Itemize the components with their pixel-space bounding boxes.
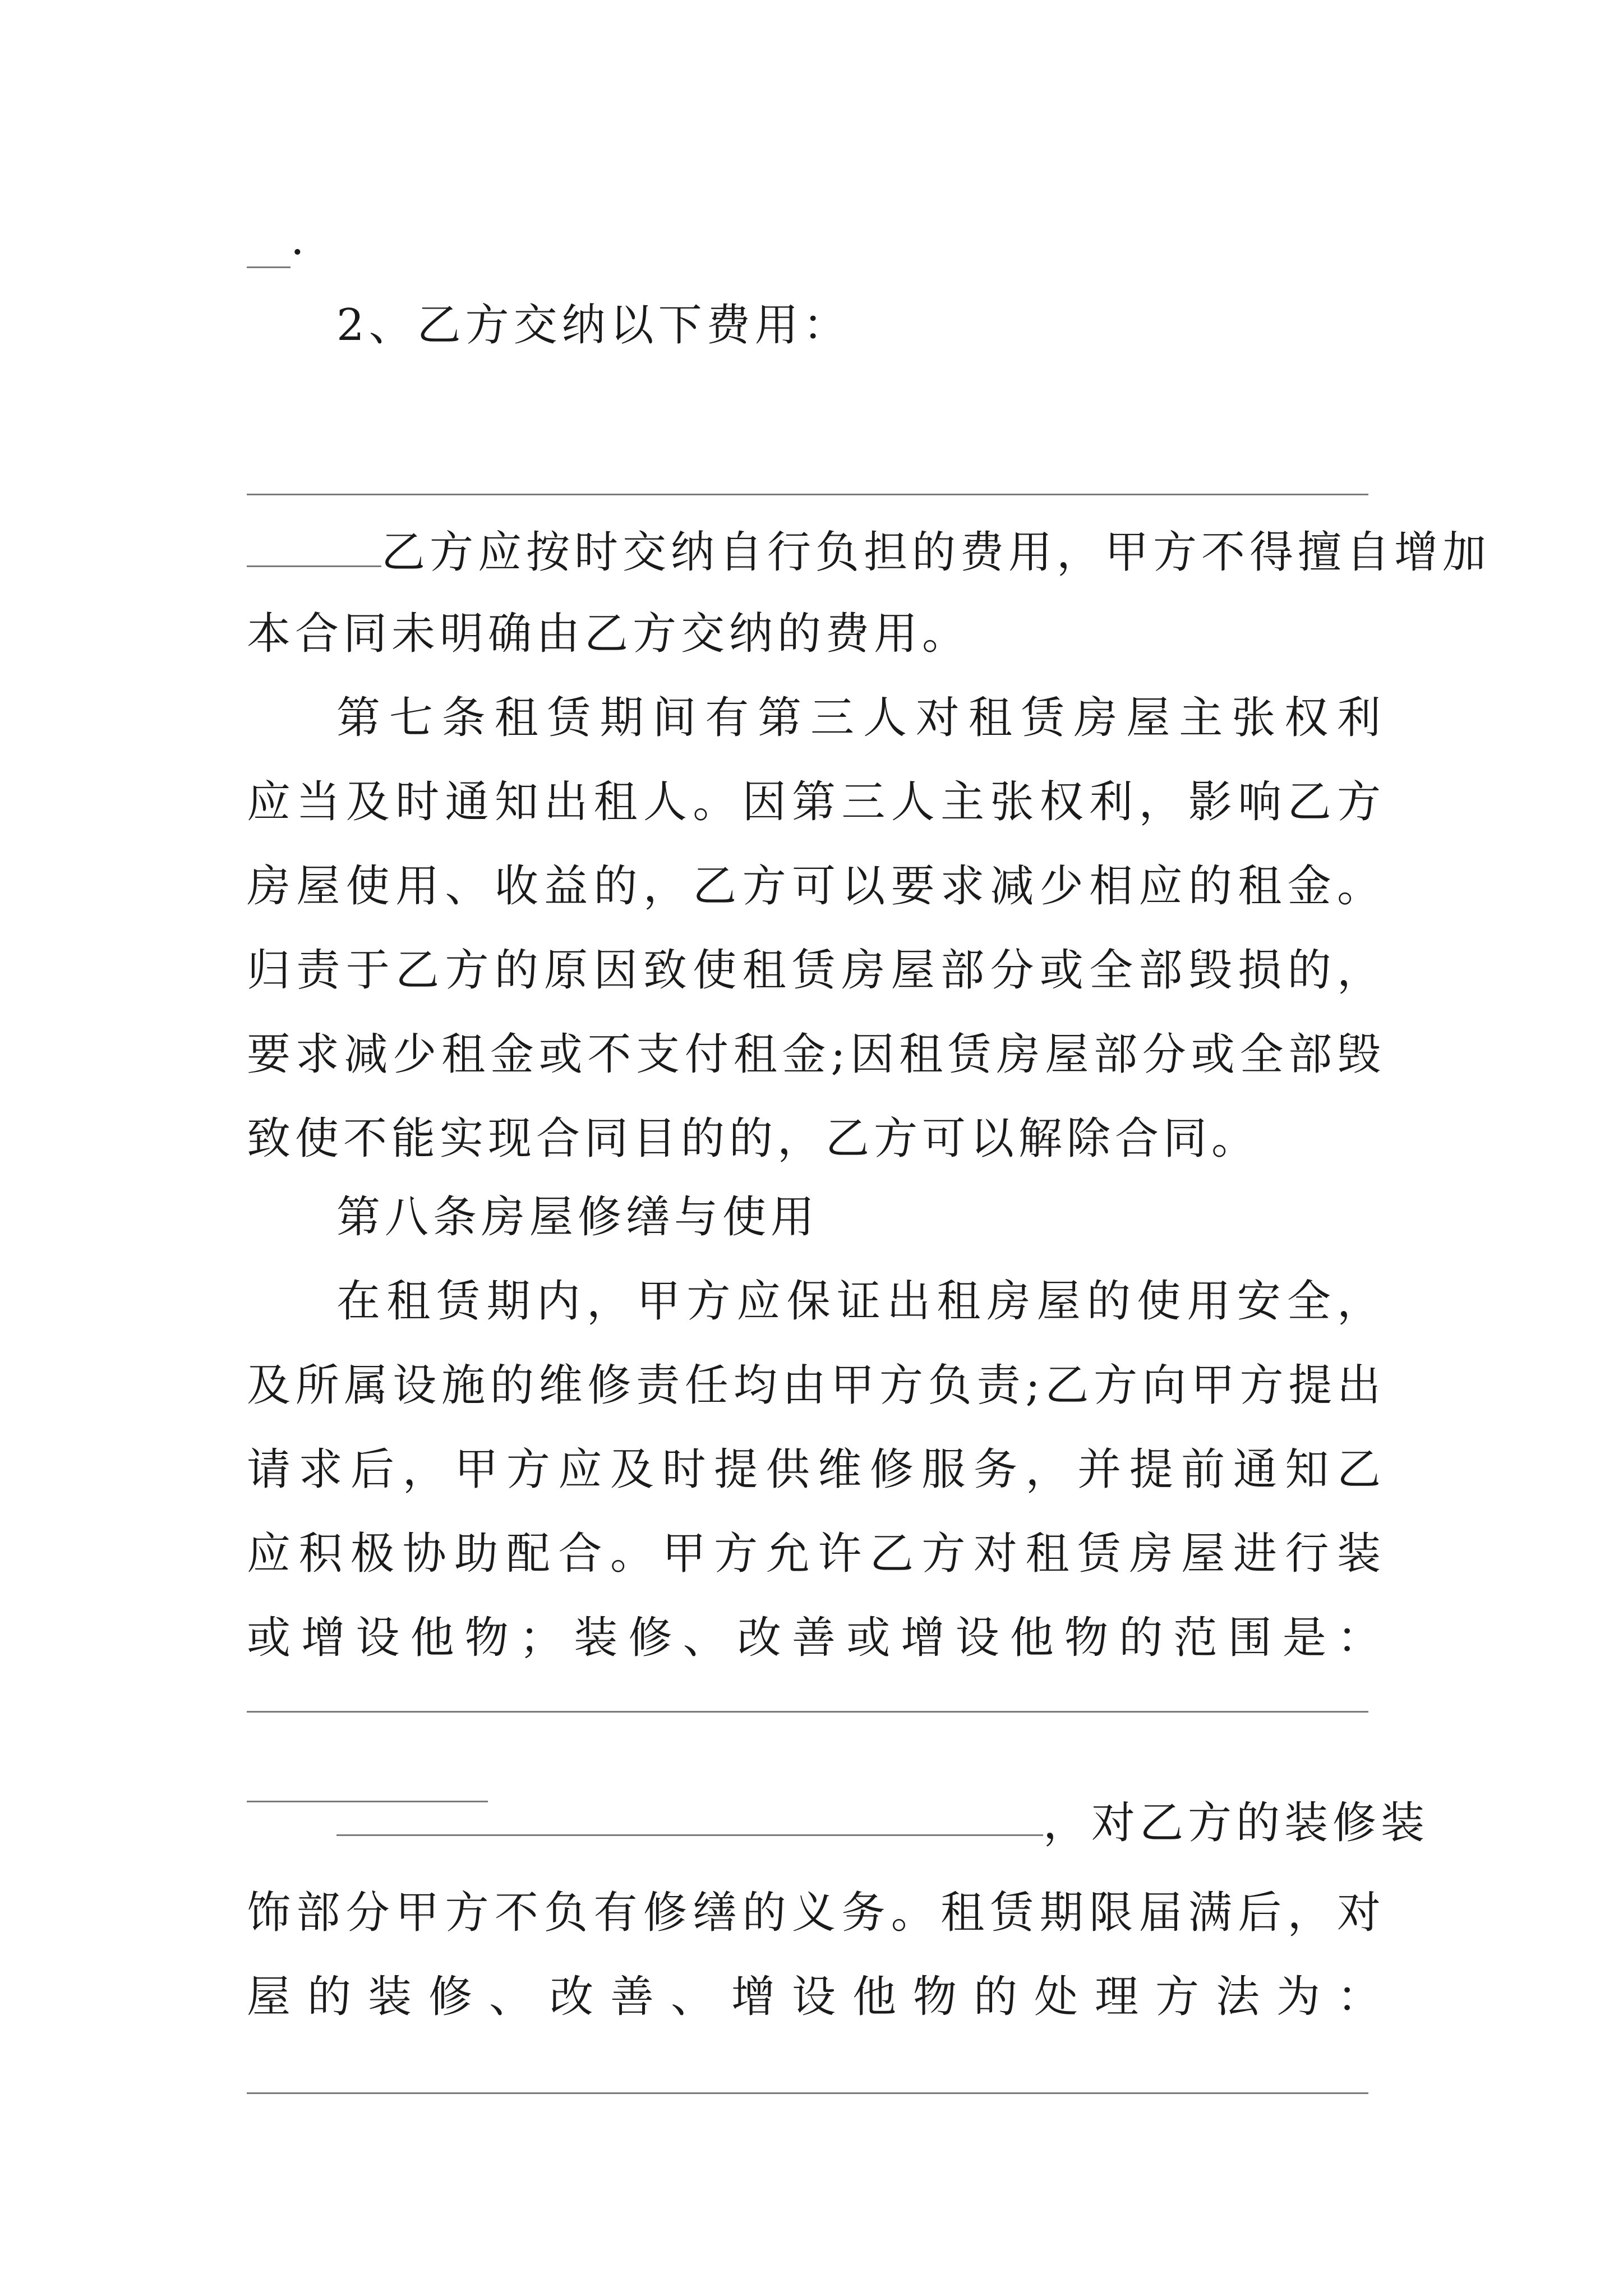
article-8-heading: 第八条房屋修缮与使用: [336, 1192, 819, 1243]
blank-underline: [336, 1834, 1043, 1836]
article-8-line-1: 在租赁期内，甲方应保证出租房屋的使用安全，: [336, 1276, 1385, 1327]
top-fragment-mark: ·: [291, 227, 309, 278]
article-7-line-6: 致使不能实现合同目的的，乙方可以解除合同。: [247, 1114, 1260, 1164]
blank-line: [247, 494, 1368, 495]
article-7-line-4: 归责于乙方的原因致使租赁房屋部分或全部毁损的，: [247, 945, 1385, 996]
blank-line: [247, 1801, 488, 1802]
article-8-line-2: 及所属设施的维修责任均由甲方负责;乙方向甲方提出: [247, 1360, 1385, 1411]
article-7-line-5: 要求减少租金或不支付租金;因租赁房屋部分或全部毁: [247, 1029, 1385, 1080]
item-2-heading: 2、乙方交纳以下费用：: [336, 300, 851, 351]
article-7-line-1: 第七条租赁期间有第三人对租赁房屋主张权利: [336, 693, 1385, 743]
article-8-line-3: 请求后，甲方应及时提供维修服务，并提前通知乙: [247, 1444, 1385, 1495]
blank-line: [247, 1711, 1368, 1713]
fees-paragraph-line-1: 乙方应按时交纳自行负担的费用，甲方不得擅自增加: [247, 522, 1385, 578]
article-8-line-8: 屋的装修、改善、增设他物的处理方法为：: [247, 1972, 1385, 2022]
article-8-line-6: ，对乙方的装修装: [1043, 1798, 1430, 1848]
fees-paragraph-line-2: 本合同未明确由乙方交纳的费用。: [247, 609, 971, 659]
article-7-line-3: 房屋使用、收益的，乙方可以要求减少相应的租金。: [247, 861, 1385, 912]
article-8-line-4: 应积极协助配合。甲方允许乙方对租赁房屋进行装: [247, 1529, 1385, 1579]
blank-line: [247, 2092, 1368, 2094]
article-8-line-7: 饰部分甲方不负有修缮的义务。租赁期限届满后，对: [247, 1888, 1385, 1938]
article-7-line-2: 应当及时通知出租人。因第三人主张权利，影响乙方: [247, 777, 1385, 827]
blank-underline: [247, 266, 291, 268]
blank-underline: [247, 522, 381, 567]
article-8-line-5: 或增设他物；装修、改善或增设他物的范围是：: [247, 1613, 1385, 1663]
